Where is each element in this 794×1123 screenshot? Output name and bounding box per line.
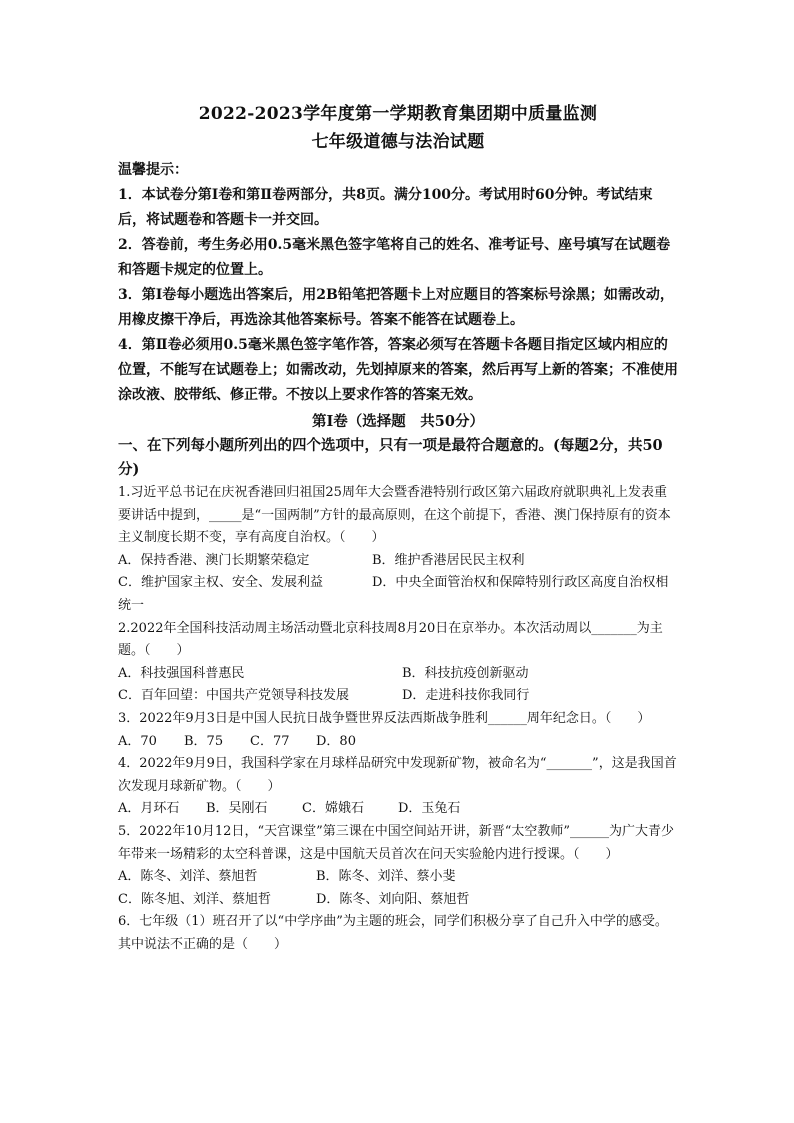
notice-item: 3．第Ⅰ卷每小题选出答案后，用2B铅笔把答题卡上对应题目的答案标号涂黑；如需改动，用橡皮擦干净后，再选涂其他答案标号。答案不能答在试题卷上。 (118, 287, 674, 328)
question-stem: 6．七年级（1）班召开了以“中学序曲”为主题的班会，同学们积极分享了自己升入中学的感受。其中说法不正确的是（ ） (118, 914, 668, 952)
option-a: A．科技强国科普惠民 (118, 665, 245, 681)
notice-item: 4．第Ⅱ卷必须用0.5毫米黑色签字笔作答，答案必须写在答题卡各题目指定区域内相应的位置，不能写在试题卷上；如需改动，先划掉原来的答案，然后再写上新的答案；不准使用涂改液、胶带纸、修正带。不按以上要求作答的答案无效。 (118, 337, 678, 403)
question-stem: 4．2022年9月9日，我国科学家在月球样品研究中发现新矿物，被命名为“_______”，这是我国首次发现月球新矿物。（ ） (118, 756, 677, 794)
question-5 (118, 821, 678, 911)
option-c: C．陈冬旭、刘洋、蔡旭哲 (118, 891, 271, 907)
option-c: C．77 (250, 733, 290, 749)
option-d: D．玉兔石 (398, 801, 461, 817)
notice-block (118, 158, 678, 408)
option-a: A．陈冬、刘洋、蔡旭哲 (118, 869, 258, 885)
option-b: B．陈冬、刘洋、蔡小斐 (316, 869, 456, 885)
question-stem: 2.2022年全国科技活动周主场活动暨北京科技周8月20日在京举办。本次活动周以_______为主题。（ ） (118, 620, 663, 659)
section-instruction: 一、在下列每小题所列出的四个选项中，只有一项是最符合题意的。(每题2分，共50分) (118, 437, 663, 478)
notice-label: 温馨提示： (118, 162, 188, 178)
exam-page (118, 96, 678, 956)
question-stem: 1.习近平总书记在庆祝香港回归祖国25周年大会暨香港特别行政区第六届政府就职典礼上发表重要讲话中提到，_____是“一国两制”方针的最高原则，在这个前提下，香港、澳门保持原有的资本主义制度长期不变，享有高度自治权。（ ） (118, 485, 671, 546)
notice-item: 1．本试卷分第Ⅰ卷和第Ⅱ卷两部分，共8页。满分100分。考试用时60分钟。考试结束后，将试题卷和答题卡一并交回。 (118, 187, 653, 228)
option-d: D．走进科技你我同行 (402, 688, 530, 704)
section-title: 第Ⅰ卷（选择题 共50分） (312, 413, 484, 430)
option-c: C．百年回望：中国共产党领导科技发展 (118, 688, 349, 704)
question-6 (118, 911, 678, 956)
question-stem: 3．2022年9月3日是中国人民抗日战争暨世界反法西斯战争胜利______周年纪念日。（ ） (118, 710, 651, 726)
option-a: A．70 (118, 733, 157, 749)
exam-title: 2022-2023学年度第一学期教育集团期中质量监测 (198, 104, 598, 124)
option-b: B．吴刚石 (206, 801, 268, 817)
question-stem: 5．2022年10月12日，“天宫课堂”第三课在中国空间站开讲，新晋“太空教师”______为广大青少年带来一场精彩的太空科普课，这是中国航天员首次在问天实验舱内进行授课。（ ） (118, 823, 675, 862)
option-b: B．科技抗疫创新驱动 (402, 665, 529, 681)
option-d: D．80 (316, 733, 356, 749)
question-4 (118, 753, 678, 821)
option-d: D．中央全面管治权和保障特别行政区高度自治权相统一 (118, 575, 669, 613)
question-1 (118, 482, 678, 618)
exam-subtitle: 七年级道德与法治试题 (311, 132, 485, 152)
option-a: A．月环石 (118, 801, 180, 817)
option-b: B．75 (184, 733, 224, 749)
option-b: B．维护香港居民民主权利 (372, 552, 525, 568)
notice-item: 2．答卷前，考生务必用0.5毫米黑色签字笔将自己的姓名、准考证号、座号填写在试题卷和答题卡规定的位置上。 (118, 237, 671, 278)
question-2 (118, 618, 678, 708)
option-c: C．维护国家主权、安全、发展利益 (118, 575, 323, 591)
option-d: D．陈冬、刘向阳、蔡旭哲 (316, 891, 470, 907)
question-3 (118, 708, 678, 753)
option-c: C．嫦娥石 (302, 801, 364, 817)
option-a: A．保持香港、澳门长期繁荣稳定 (118, 552, 310, 568)
